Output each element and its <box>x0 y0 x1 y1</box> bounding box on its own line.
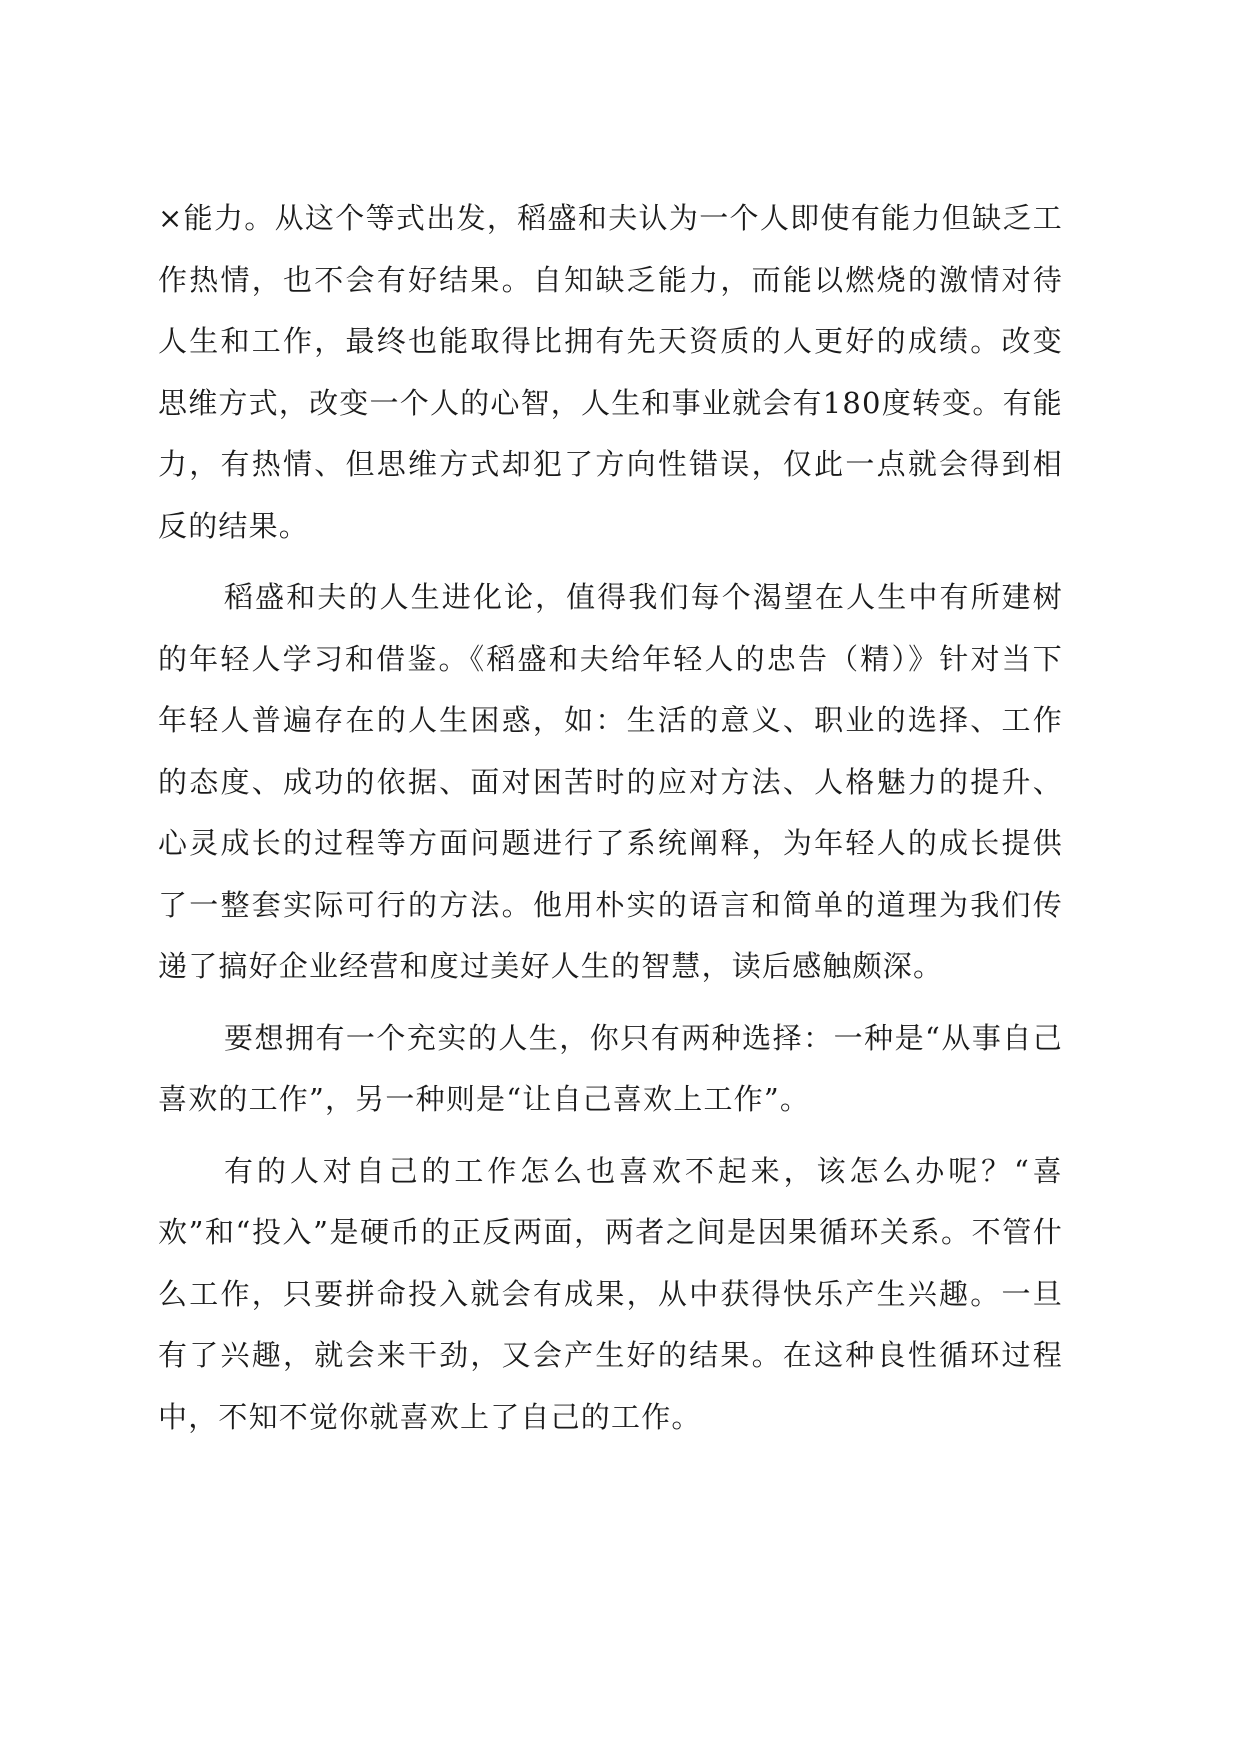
document-body <box>158 188 1063 1458</box>
paragraph-2: 稻盛和夫的人生进化论，值得我们每个渴望在人生中有所建树的年轻人学习和借鉴。《稻盛和夫给年轻人的忠告（精）》针对当下年轻人普遍存在的人生困惑，如：生活的意义、职业的选择、工作的态度、成功的依据、面对困苦时的应对方法、人格魅力的提升、心灵成长的过程等方面问题进行了系统阐释，为年轻人的成长提供了一整套实际可行的方法。他用朴实的语言和简单的道理为我们传递了搞好企业经营和度过美好人生的智慧，读后感触颇深。 <box>158 580 1063 983</box>
paragraph-3: 要想拥有一个充实的人生，你只有两种选择：一种是“从事自己喜欢的工作”，另一种则是“让自己喜欢上工作”。 <box>158 1020 1063 1116</box>
paragraph-4: 有的人对自己的工作怎么也喜欢不起来，该怎么办呢？“喜欢”和“投入”是硬币的正反两面，两者之间是因果循环关系。不管什么工作，只要拼命投入就会有成果，从中获得快乐产生兴趣。一旦有了兴趣，就会来干劲，又会产生好的结果。在这种良性循环过程中，不知不觉你就喜欢上了自己的工作。 <box>158 1153 1063 1434</box>
paragraph-1: ×能力。从这个等式出发，稻盛和夫认为一个人即使有能力但缺乏工作热情，也不会有好结果。自知缺乏能力，而能以燃烧的激情对待人生和工作，最终也能取得比拥有先天资质的人更好的成绩。改变思维方式，改变一个人的心智，人生和事业就会有180度转变。有能力，有热情、但思维方式却犯了方向性错误，仅此一点就会得到相反的结果。 <box>158 201 1063 543</box>
